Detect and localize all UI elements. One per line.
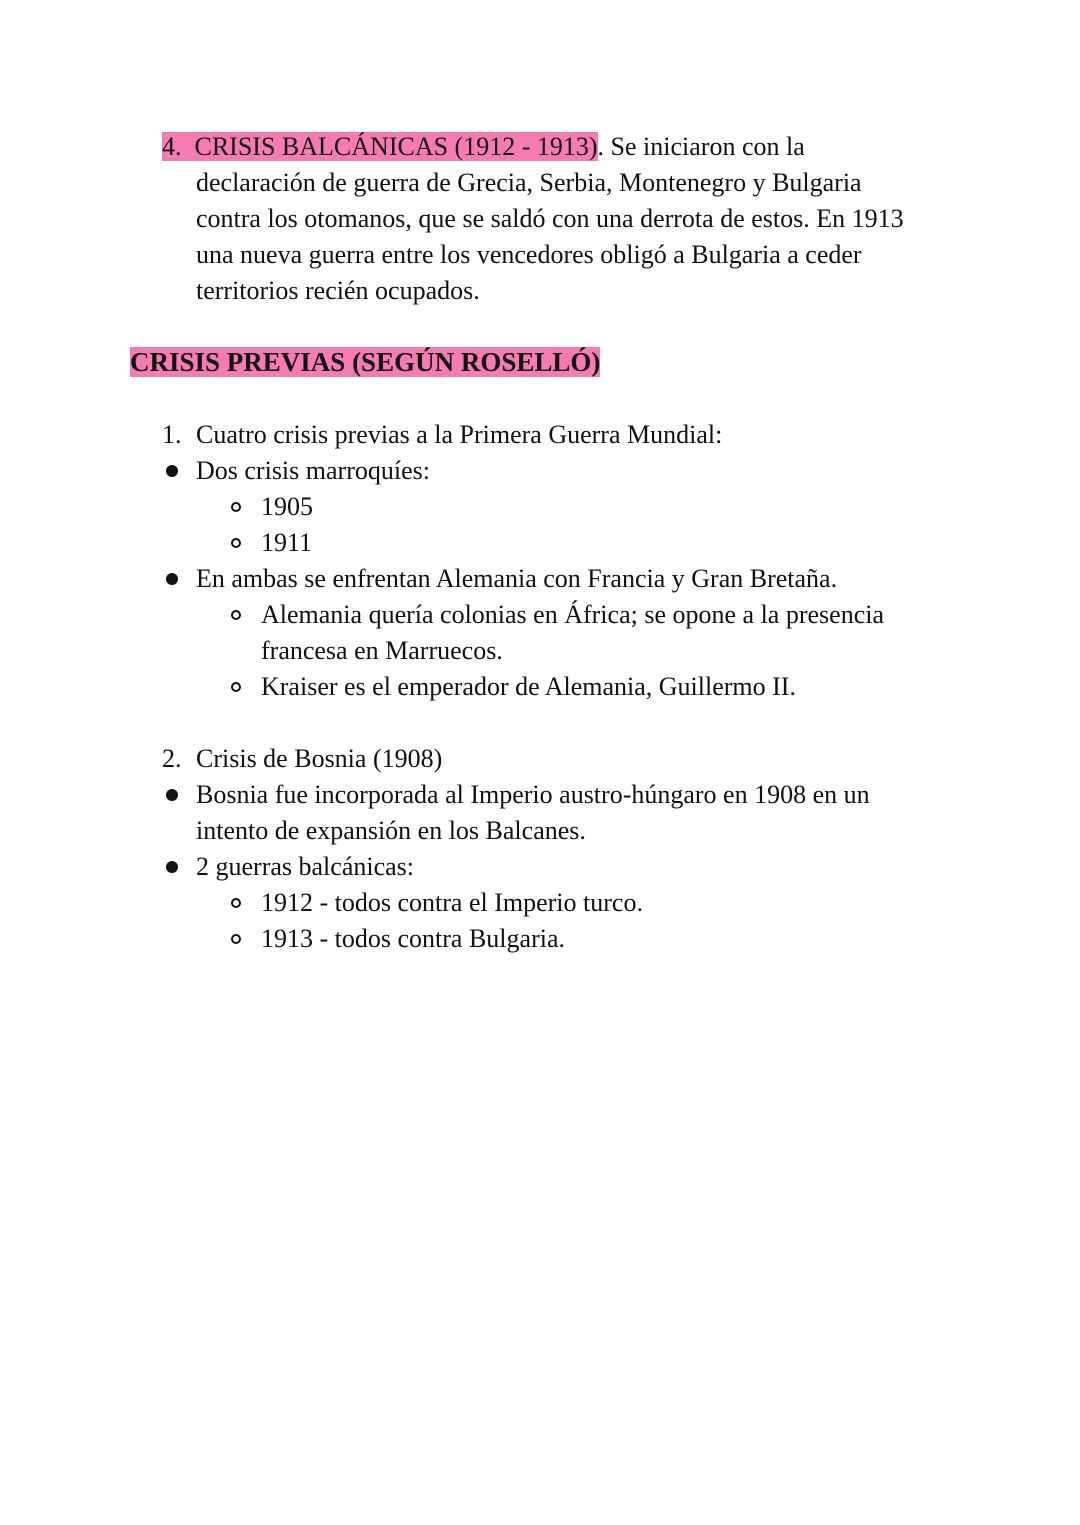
list-1-bullet-1: Dos crisis marroquíes: [196, 456, 430, 485]
list-2-text: Crisis de Bosnia (1908) [196, 744, 443, 773]
list-1-text: Cuatro crisis previas a la Primera Guerra Mundial: [196, 420, 723, 449]
bullet-circle-icon [231, 502, 241, 512]
list-1-sub-1911: 1911 [261, 528, 313, 557]
bullet-circle-icon [231, 682, 241, 692]
bullet-circle-icon [231, 610, 241, 620]
list-2-bullet-1-line-1: Bosnia fue incorporada al Imperio austro-húngaro en 1908 en un [196, 780, 870, 809]
list-1-number: 1. [162, 420, 182, 449]
section-4-title: CRISIS BALCÁNICAS (1912 - 1913) [194, 132, 598, 161]
list-2-number: 2. [162, 744, 182, 773]
section-4-line-3: contra los otomanos, que se saldó con una derrota de estos. En 1913 [196, 204, 904, 233]
bullet-dot-icon [166, 465, 178, 477]
list-2-sub-1913: 1913 - todos contra Bulgaria. [261, 924, 565, 953]
bullet-dot-icon [166, 573, 178, 585]
bullet-circle-icon [231, 898, 241, 908]
bullet-circle-icon [231, 538, 241, 548]
list-1-sub-2b: Kraiser es el emperador de Alemania, Guillermo II. [261, 672, 796, 701]
list-2-sub-1912: 1912 - todos contra el Imperio turco. [261, 888, 643, 917]
list-1-sub-2a-line-2: francesa en Marruecos. [261, 636, 503, 665]
section-heading-text: CRISIS PREVIAS (SEGÚN ROSELLÓ) [130, 347, 601, 377]
section-4-first-line [162, 129, 805, 165]
section-4-line-2: declaración de guerra de Grecia, Serbia, Montenegro y Bulgaria [196, 168, 862, 197]
section-heading [130, 344, 600, 380]
list-2-bullet-2: 2 guerras balcánicas: [196, 852, 415, 881]
list-2-bullet-1-line-2: intento de expansión en los Balcanes. [196, 816, 586, 845]
bullet-circle-icon [231, 934, 241, 944]
section-4-highlight [162, 132, 598, 161]
bullet-dot-icon [166, 789, 178, 801]
section-4-line-5: territorios recién ocupados. [196, 276, 480, 305]
section-4-lead: . Se iniciaron con la [597, 132, 805, 161]
list-1-sub-1905: 1905 [261, 492, 313, 521]
list-1-bullet-2: En ambas se enfrentan Alemania con Francia y Gran Bretaña. [196, 564, 838, 593]
section-4-line-4: una nueva guerra entre los vencedores obligó a Bulgaria a ceder [196, 240, 862, 269]
section-4-number: 4. [162, 132, 182, 161]
list-1-sub-2a-line-1: Alemania quería colonias en África; se opone a la presencia [261, 600, 884, 629]
bullet-dot-icon [166, 861, 178, 873]
